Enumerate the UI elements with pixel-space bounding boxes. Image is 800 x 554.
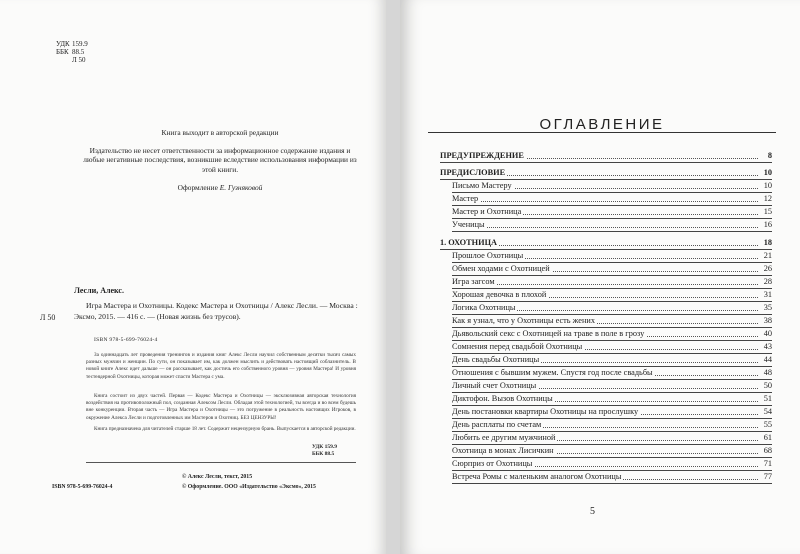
- toc-entry: [452, 302, 772, 314]
- design-credit: Оформление Е. Гузняковой: [177, 183, 263, 192]
- toc-entry-title: Диктофон. Вызов Охотницы: [452, 394, 553, 403]
- toc-entry-rule: [452, 483, 772, 484]
- toc-entry: [452, 206, 772, 218]
- toc-entry-page: 77: [763, 472, 772, 481]
- toc-entry-page: 28: [763, 277, 772, 286]
- toc-entry-page: 8: [767, 151, 772, 160]
- toc-entry-page: 38: [763, 316, 772, 325]
- toc-entry-title: Отношения с бывшим мужем. Спустя год после свадьбы: [452, 368, 653, 377]
- toc-entry-page: 40: [763, 329, 772, 338]
- toc-entry-title: Письмо Мастеру: [452, 181, 512, 190]
- toc-entry-title: День свадьбы Охотницы: [452, 355, 540, 364]
- toc-entry-title: Ученицы: [452, 220, 485, 229]
- toc-entry: [452, 341, 772, 353]
- toc-entry: [440, 237, 772, 249]
- toc-leader-dots: [452, 284, 758, 285]
- toc-entry-rule: [452, 231, 772, 232]
- page-number: 5: [590, 506, 595, 517]
- toc-entry: [452, 406, 772, 418]
- toc-entry: [440, 150, 772, 162]
- toc-page: [400, 0, 800, 554]
- toc-entry: [452, 393, 772, 405]
- classification-code: Л 50: [40, 313, 56, 322]
- toc-entry-title: 1. ОХОТНИЦА: [440, 238, 498, 247]
- toc-entry: [452, 458, 772, 470]
- toc-entry-title: Сюрприз от Охотницы: [452, 459, 533, 468]
- toc-entry-rule: [440, 162, 772, 163]
- abstract-paragraph-1: За одиннадцать лет проведения тренингов и издания книг Алекс Лесли научил собственным десятки тысяч самых разных мужчин и женщин. По сути, он показывает им, как должен мыслить и действовать настоящий соблазнитель. В новой книге Алекс идет дальше — он рассказывает, как достичь его собственного уровня — уровня Мастера! И уровня тестеядерной Охотницы, которая может спасти Мастера с ума.: [86, 352, 356, 380]
- toc-entry-page: 43: [763, 342, 772, 351]
- toc-entry-page: 44: [763, 355, 772, 364]
- toc-leader-dots: [452, 227, 758, 228]
- toc-leader-dots: [452, 201, 758, 202]
- udk-line: УДК 159.9: [56, 40, 88, 48]
- toc-entry-page: 51: [763, 394, 772, 403]
- toc-entry-page: 71: [763, 459, 772, 468]
- toc-entry-title: Мастер и Охотница: [452, 207, 522, 216]
- toc-entry-page: 61: [763, 433, 772, 442]
- toc-entry-title: Обмен ходами с Охотницей: [452, 264, 550, 273]
- bibliographic-entry: Игра Мастера и Охотницы. Кодекс Мастера и Охотницы / Алекс Лесли. — Москва : Эксмо, 2015. — 416 с. — (Новая жизнь без трусов).: [74, 301, 358, 321]
- toc-entry: [452, 180, 772, 192]
- udk-bottom: УДК 159.9: [312, 444, 338, 450]
- disclaimer: Издательство не несет ответственности за информационное содержание издания и любые негативные последствия, возникшие вследствие использования информации из этой книги.: [83, 146, 357, 174]
- abstract-paragraph-2: Книга состоит из двух частей. Первая — Кодекс Мастера и Охотницы — эксклюзивная авторская технология воздействия на противоположный пол, созданная Алексом Лесли. Обладая этой технологией, ты всегда и во всем будешь вне конкуренции. Вторая часть — Игра Мастера и Охотницы — это погружение в реальность настоящих Игроков, в окружение Алекса Лесли и подготовленных им Мастеров и Охотниц. БЕЗ ЦЕНЗУРЫ!: [86, 393, 356, 421]
- toc-entry-title: Любить ее другим мужчиной: [452, 433, 556, 442]
- toc-entry: [452, 263, 772, 275]
- copyright-design: © Оформление. ООО «Издательство «Эксмо», 2015: [182, 484, 316, 490]
- toc-entry-title: ПРЕДИСЛОВИЕ: [440, 168, 506, 177]
- imprint-page: УДК 159.9 ББК 88.5 Л 50 Книга выходит в авторской редакции Издательство не несет ответственности за информационное содержание издания и любые негативные последствия, возникшие вследствие использования информации из этой книги. Оформление Е. Гузняковой Лесли, Алекс. Л 50 Игра Мастера и Охотницы. Кодекс Мастера и Охотницы / Алекс Лесли. — Москва : Эксмо, 2015. — 416 с. — (Новая жизнь без трусов). ISBN 978-5-699-76024-4 За одиннадцать лет проведения тренингов и издания книг Алекс Лесли научил собственным десятки тысяч самых разных мужчин и женщин. По сути, он показывает им, как должен мыслить и действовать настоящий соблазнитель. В новой книге Алекс идет дальше — он рассказывает, как достичь его собственного уровня — уровня Мастера! И уровня тестеядерной Охотницы, которая может спасти Мастера с ума. Книга состоит из двух частей. Первая — Кодекс Мастера и Охотницы — эксклюзивная авторская технология воздействия на противоположный пол, созданная Алексом Лесли. Обладая этой технологией, ты всегда и во всем будешь вне конкуренции. Вторая часть — Игра Мастера и Охотницы — это погружение в реальность настоящих Игроков, в окружение Алекса Лесли и подготовленных им Мастеров и Охотниц. БЕЗ ЦЕНЗУРЫ! Книга предназначена для читателей старше 18 лет. Содержит нецензурную брань. Выпускается в авторской редакции. УДК 159.9 ББК 88.5 ISBN 978-5-699-76024-4 © Алекс Лесли, текст, 2015 © Оформление. ООО «Издательство «Эксмо», 2015: [0, 0, 386, 554]
- toc-entry-page: 54: [763, 407, 772, 416]
- toc-entry: [452, 193, 772, 205]
- abstract-paragraph-3: Книга предназначена для читателей старше 18 лет. Содержит нецензурную брань. Выпускается в авторской редакции.: [94, 426, 356, 432]
- toc-entry-page: 50: [763, 381, 772, 390]
- toc-entry-title: Личный счет Охотницы: [452, 381, 537, 390]
- divider: [86, 462, 356, 463]
- toc-entry: [452, 380, 772, 392]
- toc-entry-title: День постановки квартиры Охотницы на прослушку: [452, 407, 639, 416]
- toc-entry: [452, 219, 772, 231]
- toc-entry: [452, 276, 772, 288]
- toc-entry-title: Охотница в монах Лисичкин: [452, 446, 554, 455]
- toc-entry-title: Встреча Ромы с маленьким аналогом Охотницы: [452, 472, 622, 481]
- toc-entry-title: Мастер: [452, 194, 479, 203]
- toc-entry-page: 26: [763, 264, 772, 273]
- toc-entry-title: Дьявольский секс с Охотницей на траве в поле в грозу: [452, 329, 645, 338]
- toc-entry-page: 16: [763, 220, 772, 229]
- toc-entry-title: Как я узнал, что у Охотницы есть жених: [452, 316, 595, 325]
- toc-entry-title: День расплаты по счетам: [452, 420, 542, 429]
- toc-entry: [452, 445, 772, 457]
- toc-entry: [452, 471, 772, 483]
- title-rule: [428, 132, 776, 133]
- isbn-main: ISBN 978-5-699-76024-4: [52, 484, 113, 490]
- author-name: Лесли, Алекс.: [74, 286, 124, 295]
- toc-entry-page: 18: [763, 238, 772, 247]
- toc-entry-page: 68: [763, 446, 772, 455]
- toc-entry: [440, 167, 772, 179]
- toc-entry-page: 21: [763, 251, 772, 260]
- toc-entry: [452, 432, 772, 444]
- toc-entry-title: Хорошая девочка в плохой: [452, 290, 547, 299]
- toc-entry: [452, 354, 772, 366]
- toc-entry-title: Сомнения перед свадьбой Охотницы: [452, 342, 583, 351]
- toc-entry-title: Игра загсом: [452, 277, 495, 286]
- toc-entry-title: Прошлое Охотницы: [452, 251, 524, 260]
- toc-entry: [452, 250, 772, 262]
- isbn-small: ISBN 978-5-699-76024-4: [94, 337, 158, 343]
- toc-title: ОГЛАВЛЕНИЕ: [539, 116, 665, 133]
- edition-note: Книга выходит в авторской редакции: [161, 128, 279, 137]
- toc-entry-title: Логика Охотницы: [452, 303, 516, 312]
- toc-entry: [452, 328, 772, 340]
- toc-entry: [452, 289, 772, 301]
- bbk-bottom: ББК 88.5: [312, 451, 335, 457]
- bbk-line: ББК 88.5: [56, 48, 85, 56]
- toc-entry: [452, 315, 772, 327]
- toc-entry-page: 35: [763, 303, 772, 312]
- toc-entry-page: 15: [763, 207, 772, 216]
- copyright-text: © Алекс Лесли, текст, 2015: [182, 474, 253, 480]
- toc-entry-page: 48: [763, 368, 772, 377]
- toc-entry: [452, 419, 772, 431]
- toc-entry-title: ПРЕДУПРЕЖДЕНИЕ: [440, 151, 524, 160]
- toc-entry: [452, 367, 772, 379]
- toc-entry-page: 31: [763, 290, 772, 299]
- toc-entry-page: 10: [763, 181, 772, 190]
- toc-entry-page: 10: [763, 168, 772, 177]
- toc-entry-page: 12: [763, 194, 772, 203]
- toc-entry-page: 55: [763, 420, 772, 429]
